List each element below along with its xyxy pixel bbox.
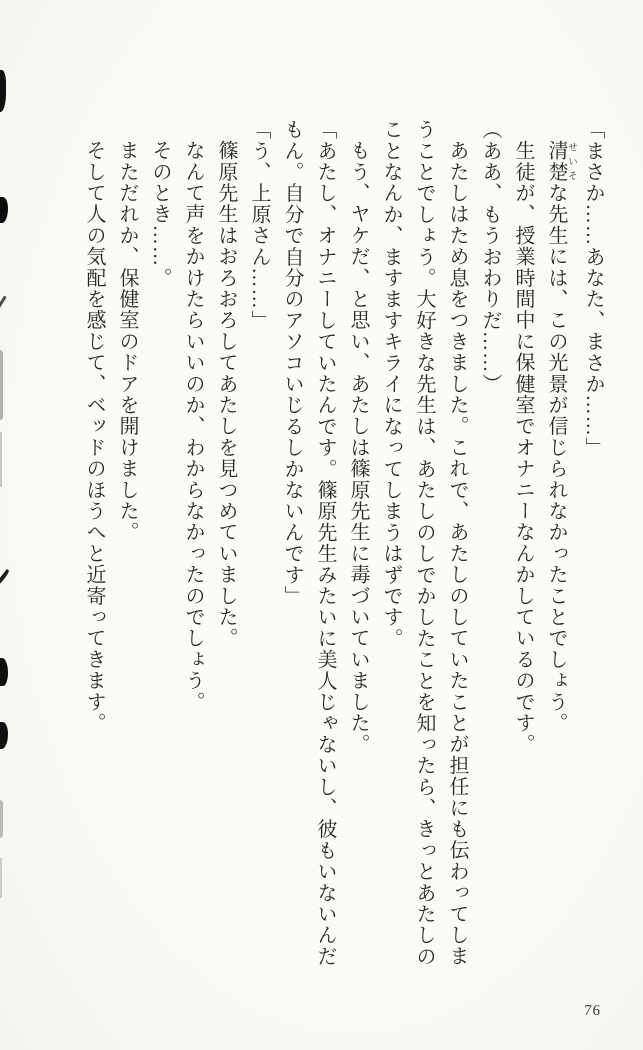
paragraph: そして人の気配を感じて、ベッドのほうへと近寄ってきます。 <box>83 140 105 734</box>
scan-ink-artifact <box>0 858 2 898</box>
paragraph: 篠原先生はおろおろしてあたしを見つめていました。 <box>215 140 237 649</box>
scan-ink-artifact <box>0 350 3 420</box>
paragraph: 「あたし、オナニーしていたんです。篠原先生みたいに美人じゃないし、彼もいないんだもん。自分で自分のアソコいじるしかないんです」 <box>281 119 336 967</box>
page-number: 76 <box>583 1003 602 1019</box>
paragraph: 「う、上原さん……」 <box>248 119 270 331</box>
paragraph: 「まさか……あなた、まさか……」 <box>582 119 604 459</box>
scan-ink-artifact <box>0 722 8 749</box>
paragraph: なんて声をかけたらいいのか、わからなかったのでしょう。 <box>182 140 204 713</box>
paragraph: あたしはため息をつきました。これで、あたしのしていたことが担任にも伝わってしまうことでしょう。大好きな先生は、あたしのしでかしたことを知ったら、きっとあたしのことなんか、ますますキライになってしまうはずです。 <box>380 119 468 967</box>
furigana: 清楚 せいそ <box>545 140 576 183</box>
paragraph: 清楚 せいそな先生には、この光景が信じられなかったことでしょう。 <box>545 140 576 734</box>
scan-ink-artifact <box>0 658 8 686</box>
paragraph: もう、ヤケだ、と思い、あたしは篠原先生に毒づいていました。 <box>347 140 369 755</box>
scan-ink-artifact <box>0 569 10 588</box>
paragraph: （ああ、もうおわりだ……） <box>479 119 501 395</box>
scan-ink-artifact <box>0 70 6 112</box>
scan-ink-artifact <box>0 295 7 309</box>
paragraph: 生徒が、授業時間中に保健室でオナニーなんかしているのです。 <box>512 140 534 755</box>
paragraph: そのとき……。 <box>149 140 171 289</box>
scan-ink-artifact <box>0 197 8 223</box>
scan-ink-artifact <box>0 432 2 487</box>
text-block <box>49 119 609 971</box>
paragraph: まただれか、保健室のドアを開けました。 <box>116 140 138 543</box>
scan-ink-artifact <box>0 800 3 838</box>
